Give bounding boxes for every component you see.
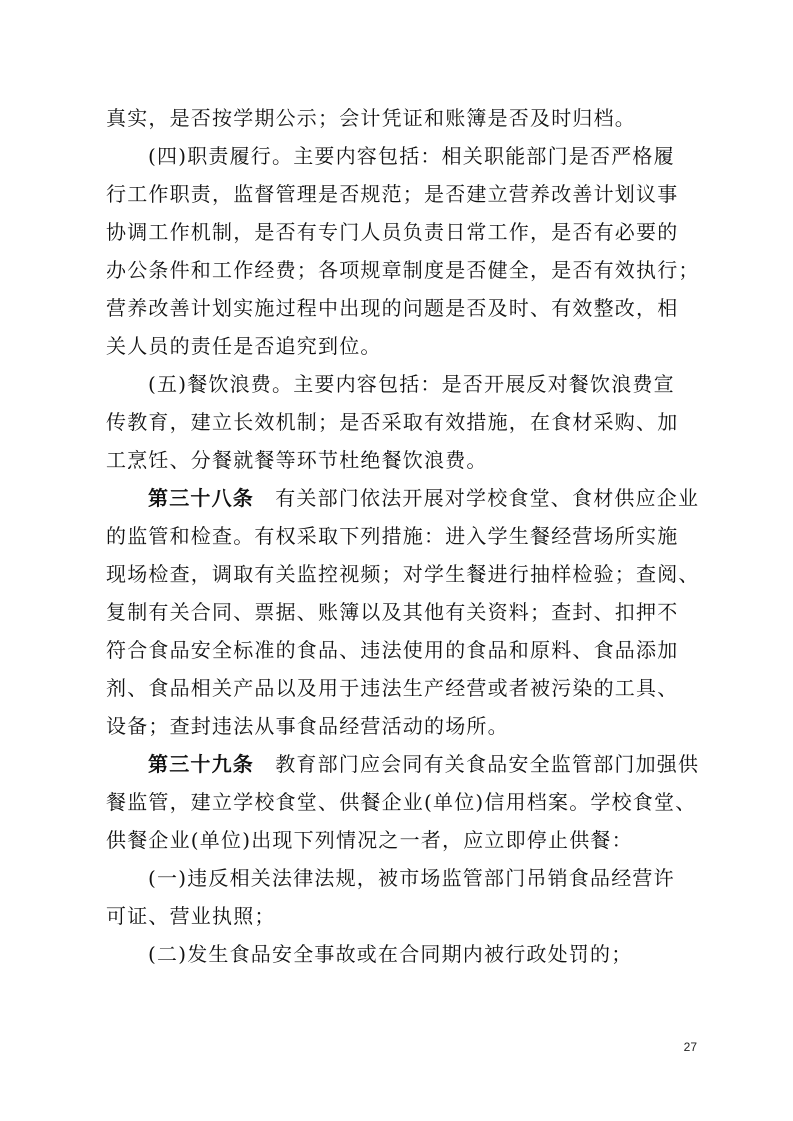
text-line: 复制有关合同、票据、账簿以及其他有关资料；查封、扣押不: [106, 600, 679, 624]
article-line: [106, 479, 706, 517]
text-line: 现场检查，调取有关监控视频；对学生餐进行抽样检验；查阅、: [106, 562, 700, 586]
text-line: 关人员的责任是否追究到位。: [106, 334, 382, 358]
text-line: (四)职责履行。主要内容包括：相关职能部门是否严格履: [148, 144, 675, 168]
article-heading: 第三十八条: [148, 486, 254, 510]
text-run: 教育部门应会同有关食品安全监管部门加强供: [275, 752, 700, 776]
page-number: 27: [683, 1040, 697, 1054]
text-line: 剂、食品相关产品以及用于违法生产经营或者被污染的工具、: [106, 676, 679, 700]
text-line: 真实，是否按学期公示；会计凭证和账簿是否及时归档。: [106, 106, 636, 130]
article-line: [106, 745, 706, 783]
text-line: 办公条件和工作经费；各项规章制度是否健全，是否有效执行；: [106, 258, 700, 282]
text-line: 协调工作机制，是否有专门人员负责日常工作，是否有必要的: [106, 220, 679, 244]
text-line: 可证、营业执照；: [106, 904, 276, 928]
text-line: 传教育，建立长效机制；是否采取有效措施，在食材采购、加: [106, 410, 679, 434]
body-text: [106, 99, 706, 973]
text-line: (一)违反相关法律法规，被市场监管部门吊销食品经营许: [148, 866, 675, 890]
text-line: 符合食品安全标准的食品、违法使用的食品和原料、食品添加: [106, 638, 679, 662]
text-line: 营养改善计划实施过程中出现的问题是否及时、有效整改，相: [106, 296, 679, 320]
text-line: 供餐企业(单位)出现下列情况之一者，应立即停止供餐：: [106, 828, 633, 852]
text-run: 有关部门依法开展对学校食堂、食材供应企业: [275, 486, 700, 510]
text-line: 工烹饪、分餐就餐等环节杜绝餐饮浪费。: [106, 448, 488, 472]
text-line: 的监管和检查。有权采取下列措施：进入学生餐经营场所实施: [106, 524, 679, 548]
text-line: (二)发生食品安全事故或在合同期内被行政处罚的；: [148, 942, 633, 966]
article-heading: 第三十九条: [148, 752, 254, 776]
text-line: 行工作职责，监督管理是否规范；是否建立营养改善计划议事: [106, 182, 679, 206]
text-line: 设备；查封违法从事食品经营活动的场所。: [106, 714, 509, 738]
text-line: (五)餐饮浪费。主要内容包括：是否开展反对餐饮浪费宣: [148, 372, 675, 396]
text-line: 餐监管，建立学校食堂、供餐企业(单位)信用档案。学校食堂、: [106, 790, 697, 814]
